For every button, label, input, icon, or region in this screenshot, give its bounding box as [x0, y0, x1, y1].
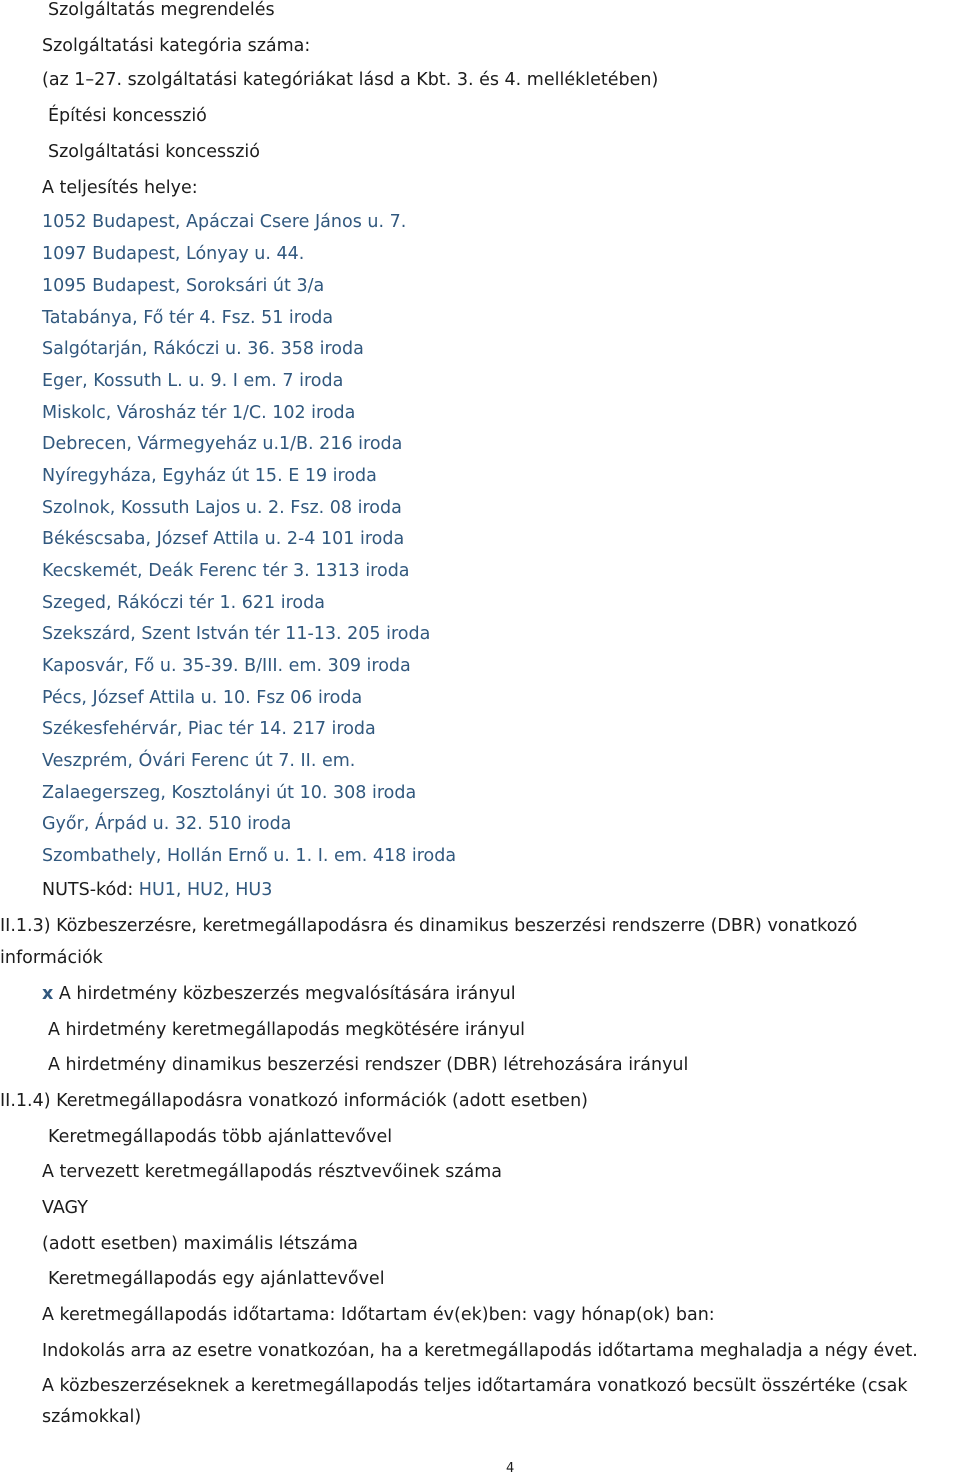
- option-procurement-row: [42, 984, 516, 1006]
- place-item: Szeged, Rákóczi tér 1. 621 iroda: [42, 593, 325, 613]
- place-item: Szolnok, Kossuth Lajos u. 2. Fsz. 08 iroda: [42, 498, 402, 518]
- section-113-heading-cont: információk: [0, 948, 103, 968]
- place-item: Eger, Kossuth L. u. 9. I em. 7 iroda: [42, 371, 344, 391]
- max-headcount-label: (adott esetben) maximális létszáma: [42, 1234, 358, 1254]
- place-item: Székesfehérvár, Piac tér 14. 217 iroda: [42, 719, 376, 739]
- selected-mark: x: [42, 984, 54, 1004]
- section-113-heading: II.1.3) Közbeszerzésre, keretmegállapodásra és dinamikus beszerzési rendszerre (DBR) vonatkozó: [0, 916, 858, 936]
- place-item: Veszprém, Óvári Ferenc út 7. II. em.: [42, 751, 356, 771]
- option-dps-label: A hirdetmény dinamikus beszerzési rendszer (DBR) létrehozására irányul: [48, 1055, 689, 1075]
- section-114-heading: II.1.4) Keretmegállapodásra vonatkozó információk (adott esetben): [0, 1091, 588, 1111]
- place-item: Zalaegerszeg, Kosztolányi út 10. 308 iroda: [42, 783, 417, 803]
- place-item: Pécs, József Attila u. 10. Fsz 06 iroda: [42, 688, 363, 708]
- nuts-code-value: HU1, HU2, HU3: [138, 880, 273, 900]
- service-order-label: Szolgáltatás megrendelés: [48, 0, 275, 20]
- place-item: Kaposvár, Fő u. 35-39. B/III. em. 309 iroda: [42, 656, 411, 676]
- works-concession-label: Építési koncesszió: [48, 106, 207, 126]
- total-value-label: A közbeszerzéseknek a keretmegállapodás teljes időtartamára vonatkozó becsült összértéke (csak: [42, 1376, 908, 1396]
- duration-label: A keretmegállapodás időtartama: Időtartam év(ek)ben: vagy hónap(ok) ban:: [42, 1305, 715, 1325]
- option-procurement-label: A hirdetmény közbeszerzés megvalósítására irányul: [58, 984, 516, 1004]
- place-item: Szekszárd, Szent István tér 11-13. 205 iroda: [42, 624, 431, 644]
- or-label: VAGY: [42, 1198, 88, 1218]
- place-item: Győr, Árpád u. 32. 510 iroda: [42, 814, 292, 834]
- place-item: Kecskemét, Deák Ferenc tér 3. 1313 iroda: [42, 561, 410, 581]
- single-operator-label: Keretmegállapodás egy ajánlattevővel: [48, 1269, 385, 1289]
- total-value-label-cont: számokkal): [42, 1407, 142, 1427]
- place-item: Miskolc, Városház tér 1/C. 102 iroda: [42, 403, 356, 423]
- planned-participants-label: A tervezett keretmegállapodás résztvevőinek száma: [42, 1162, 502, 1182]
- place-item: Nyíregyháza, Egyház út 15. E 19 iroda: [42, 466, 377, 486]
- place-item: Szombathely, Hollán Ernő u. 1. I. em. 418 iroda: [42, 846, 457, 866]
- service-concession-label: Szolgáltatási koncesszió: [48, 142, 260, 162]
- place-item: Békéscsaba, József Attila u. 2-4 101 iroda: [42, 529, 405, 549]
- place-item: 1095 Budapest, Soroksári út 3/a: [42, 276, 325, 296]
- place-item: 1052 Budapest, Apáczai Csere János u. 7.: [42, 212, 407, 232]
- place-item: Debrecen, Vármegyeház u.1/B. 216 iroda: [42, 434, 403, 454]
- option-framework-label: A hirdetmény keretmegállapodás megkötésére irányul: [48, 1020, 526, 1040]
- justification-label: Indokolás arra az esetre vonatkozóan, ha a keretmegállapodás időtartama meghaladja a négy évet.: [42, 1341, 918, 1361]
- nuts-code-label: NUTS-kód:: [42, 880, 139, 900]
- place-of-performance-label: A teljesítés helye:: [42, 178, 198, 198]
- nuts-code-row: [42, 880, 272, 902]
- service-category-note: (az 1–27. szolgáltatási kategóriákat lásd a Kbt. 3. és 4. mellékletében): [42, 70, 659, 90]
- place-item: 1097 Budapest, Lónyay u. 44.: [42, 244, 305, 264]
- service-category-label: Szolgáltatási kategória száma:: [42, 36, 311, 56]
- place-item: Tatabánya, Fő tér 4. Fsz. 51 iroda: [42, 308, 334, 328]
- multi-operator-label: Keretmegállapodás több ajánlattevővel: [48, 1127, 393, 1147]
- page-number: 4: [506, 1461, 515, 1476]
- place-item: Salgótarján, Rákóczi u. 36. 358 iroda: [42, 339, 364, 359]
